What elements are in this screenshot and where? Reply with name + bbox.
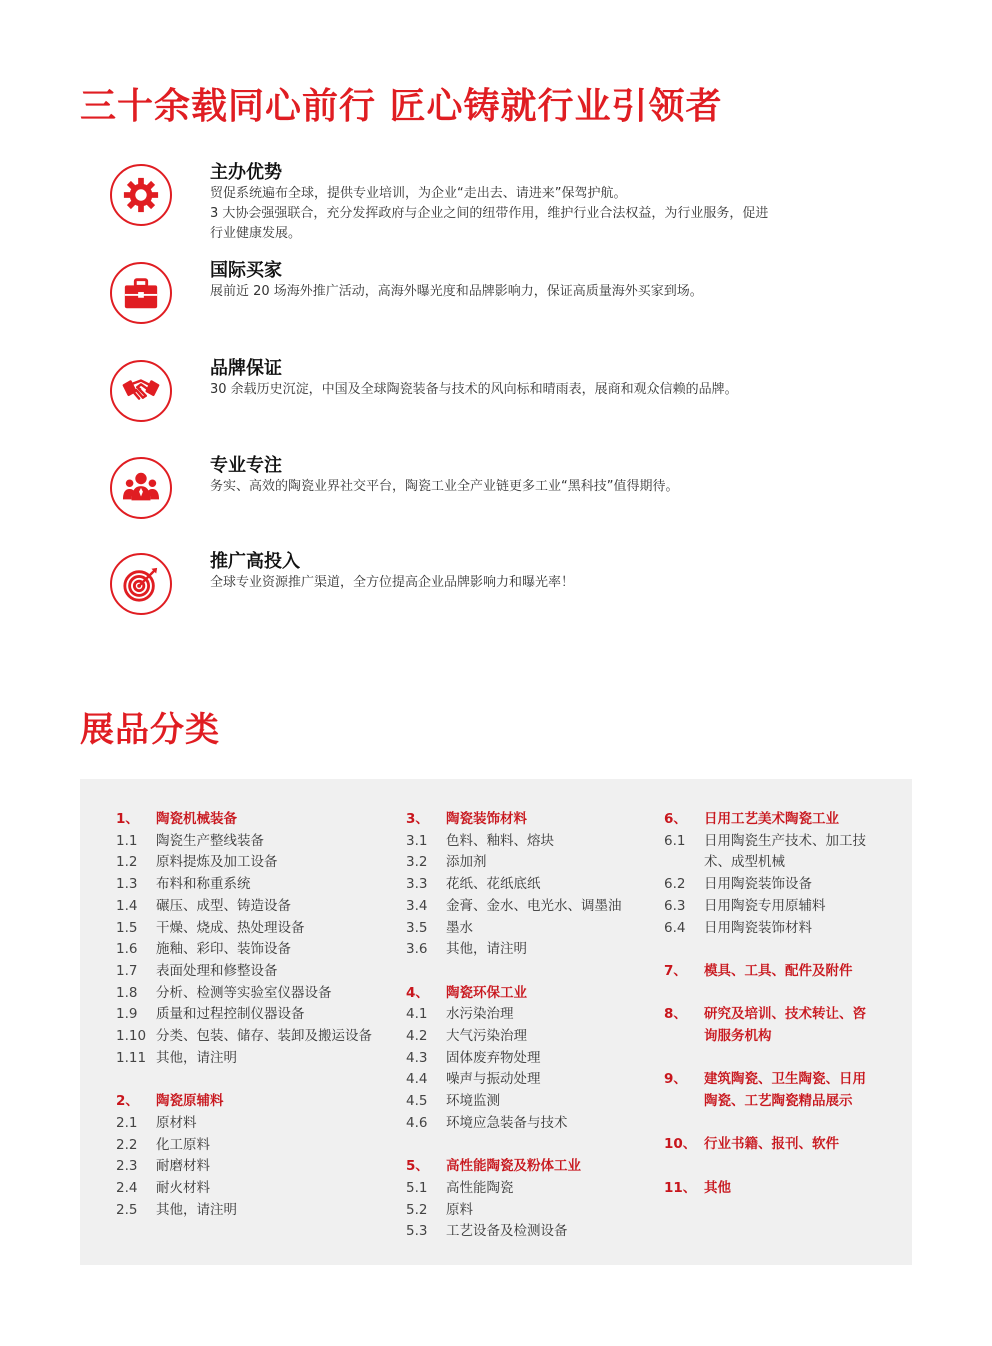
category-item bbox=[664, 852, 894, 874]
category-panel bbox=[80, 779, 912, 1265]
item-label: 色料、釉料、熔块 bbox=[446, 832, 554, 849]
category-item bbox=[406, 1200, 646, 1222]
item-label: 环境应急装备与技术 bbox=[446, 1114, 568, 1131]
item-label: 其他，请注明 bbox=[446, 941, 527, 958]
item-label: 分析、检测等实验室仪器设备 bbox=[156, 984, 332, 1001]
advantage-desc: 贸促系统遍布全球，提供专业培训，为企业“走出去、请进来”保驾护航。 bbox=[210, 186, 627, 201]
item-number: 1.10 bbox=[116, 1028, 147, 1045]
category-heading bbox=[406, 983, 646, 1005]
item-label: 询服务机构 bbox=[704, 1028, 772, 1044]
item-number: 1.8 bbox=[116, 984, 138, 1001]
item-number: 1.3 bbox=[116, 876, 138, 893]
category-item bbox=[116, 918, 396, 940]
page-title: 三十余载同心前行 匠心铸就行业引领者 bbox=[80, 86, 723, 127]
category-item bbox=[116, 1156, 396, 1178]
item-label: 高性能陶瓷及粉体工业 bbox=[446, 1158, 581, 1175]
category-item bbox=[406, 831, 646, 853]
item-label: 日用陶瓷装饰材料 bbox=[704, 919, 812, 936]
advantage-desc: 行业健康发展。 bbox=[210, 226, 302, 241]
category-item bbox=[116, 1135, 396, 1157]
category-heading bbox=[664, 1004, 894, 1026]
item-number: 4.2 bbox=[406, 1028, 428, 1045]
item-number: 1.4 bbox=[116, 897, 138, 914]
handshake-icon bbox=[110, 360, 172, 422]
category-column-2 bbox=[406, 809, 646, 1243]
item-number: 3.1 bbox=[406, 832, 428, 849]
item-number: 5.3 bbox=[406, 1223, 428, 1240]
category-item bbox=[116, 1026, 396, 1048]
people-icon bbox=[110, 457, 172, 519]
category-item bbox=[406, 852, 646, 874]
category-item bbox=[406, 1048, 646, 1070]
item-number: 2.1 bbox=[116, 1114, 138, 1131]
category-item bbox=[406, 1091, 646, 1113]
advantage-desc: 全球专业资源推广渠道，全方位提高企业品牌影响力和曝光率！ bbox=[210, 575, 575, 590]
category-item bbox=[664, 831, 894, 853]
category-item bbox=[116, 1004, 396, 1026]
item-number: 1.9 bbox=[116, 1006, 138, 1023]
item-number: 3、 bbox=[406, 811, 429, 827]
category-item bbox=[664, 874, 894, 896]
item-label: 花纸、花纸底纸 bbox=[446, 876, 541, 893]
item-number: 1.5 bbox=[116, 919, 138, 936]
category-item bbox=[116, 1200, 396, 1222]
item-number: 4.1 bbox=[406, 1006, 428, 1023]
category-item bbox=[116, 961, 396, 983]
item-number: 1.11 bbox=[116, 1049, 147, 1066]
category-item bbox=[116, 1113, 396, 1135]
item-label: 大气污染治理 bbox=[446, 1028, 527, 1045]
category-heading bbox=[116, 809, 396, 831]
category-item bbox=[116, 896, 396, 918]
item-number bbox=[664, 1026, 704, 1048]
item-label: 其他，请注明 bbox=[156, 1049, 237, 1066]
item-number: 7、 bbox=[664, 962, 687, 979]
item-label: 行业书籍、报刊、软件 bbox=[704, 1136, 839, 1153]
item-label: 原材料 bbox=[156, 1114, 197, 1131]
item-label: 术、成型机械 bbox=[704, 854, 785, 871]
item-label: 布料和称重系统 bbox=[156, 876, 251, 893]
item-number: 5.2 bbox=[406, 1201, 428, 1218]
category-item bbox=[406, 1026, 646, 1048]
advantage-title: 推广高投入 bbox=[210, 551, 300, 572]
category-item bbox=[116, 852, 396, 874]
item-label: 陶瓷装饰材料 bbox=[446, 811, 527, 827]
advantage-title: 国际买家 bbox=[210, 260, 282, 281]
category-column-1 bbox=[116, 809, 396, 1221]
item-label: 水污染治理 bbox=[446, 1006, 514, 1023]
item-label: 添加剂 bbox=[446, 854, 487, 871]
item-label: 其他 bbox=[704, 1179, 731, 1196]
item-label: 耐磨材料 bbox=[156, 1158, 210, 1175]
spacer bbox=[664, 1048, 894, 1070]
item-label: 陶瓷环保工业 bbox=[446, 984, 527, 1001]
advantage-desc: 3 大协会强强联合，充分发挥政府与企业之间的纽带作用，维护行业合法权益，为行业服务，促进 bbox=[210, 206, 769, 221]
item-label: 质量和过程控制仪器设备 bbox=[156, 1006, 305, 1023]
item-label: 化工原料 bbox=[156, 1136, 210, 1153]
item-number: 4.4 bbox=[406, 1071, 428, 1088]
item-label: 原料 bbox=[446, 1201, 473, 1218]
advantage-title: 主办优势 bbox=[210, 162, 282, 183]
category-item bbox=[406, 1069, 646, 1091]
category-heading bbox=[116, 1091, 396, 1113]
item-number bbox=[664, 1091, 704, 1113]
item-number bbox=[664, 852, 704, 874]
item-number: 1.1 bbox=[116, 832, 138, 849]
gear-icon bbox=[110, 164, 172, 226]
item-label: 干燥、烧成、热处理设备 bbox=[156, 919, 305, 936]
item-number: 6.4 bbox=[664, 919, 686, 936]
item-number: 3.2 bbox=[406, 854, 428, 871]
category-item bbox=[406, 1004, 646, 1026]
category-heading bbox=[406, 809, 646, 831]
item-number: 4.5 bbox=[406, 1093, 428, 1110]
category-item bbox=[406, 896, 646, 918]
category-heading bbox=[664, 1134, 894, 1156]
category-heading bbox=[406, 1156, 646, 1178]
item-label: 日用陶瓷生产技术、加工技 bbox=[704, 832, 866, 849]
item-label: 高性能陶瓷 bbox=[446, 1179, 514, 1196]
item-label: 陶瓷原辅料 bbox=[156, 1093, 224, 1110]
item-number: 1、 bbox=[116, 811, 139, 827]
item-number: 2.3 bbox=[116, 1158, 138, 1175]
category-item bbox=[116, 983, 396, 1005]
item-number: 2、 bbox=[116, 1093, 139, 1110]
item-number: 10、 bbox=[664, 1136, 697, 1153]
item-number: 4.3 bbox=[406, 1049, 428, 1066]
category-item bbox=[406, 1221, 646, 1243]
spacer bbox=[664, 1113, 894, 1135]
item-label: 耐火材料 bbox=[156, 1179, 210, 1196]
spacer bbox=[406, 1135, 646, 1157]
advantage-desc: 展前近 20 场海外推广活动，高海外曝光度和品牌影响力，保证高质量海外买家到场。 bbox=[210, 284, 703, 299]
item-label: 陶瓷生产整线装备 bbox=[156, 832, 264, 849]
category-item bbox=[664, 896, 894, 918]
category-heading bbox=[664, 809, 894, 831]
item-number: 6.1 bbox=[664, 832, 686, 849]
category-item bbox=[406, 918, 646, 940]
advantage-title: 专业专注 bbox=[210, 455, 282, 476]
category-item bbox=[116, 874, 396, 896]
item-label: 表面处理和修整设备 bbox=[156, 962, 278, 979]
category-column-3 bbox=[664, 809, 894, 1200]
item-number: 9、 bbox=[664, 1071, 687, 1088]
category-item bbox=[406, 1113, 646, 1135]
category-heading bbox=[664, 1069, 894, 1091]
briefcase-icon bbox=[110, 262, 172, 324]
item-label: 原料提炼及加工设备 bbox=[156, 854, 278, 871]
item-number: 6、 bbox=[664, 811, 687, 827]
category-heading bbox=[664, 1178, 894, 1200]
item-number: 11、 bbox=[664, 1179, 697, 1196]
item-number: 5.1 bbox=[406, 1179, 428, 1196]
item-label: 环境监测 bbox=[446, 1093, 500, 1110]
item-label: 噪声与振动处理 bbox=[446, 1071, 541, 1088]
item-label: 日用工艺美术陶瓷工业 bbox=[704, 811, 839, 827]
item-number: 5、 bbox=[406, 1158, 429, 1175]
spacer bbox=[664, 983, 894, 1005]
item-label: 施釉、彩印、装饰设备 bbox=[156, 941, 291, 958]
category-item bbox=[116, 1048, 396, 1070]
category-item bbox=[116, 831, 396, 853]
item-label: 日用陶瓷装饰设备 bbox=[704, 876, 812, 893]
item-label: 墨水 bbox=[446, 919, 473, 936]
item-number: 1.6 bbox=[116, 941, 138, 958]
target-icon bbox=[110, 553, 172, 615]
item-number: 4、 bbox=[406, 984, 429, 1001]
category-item bbox=[406, 874, 646, 896]
item-number: 2.4 bbox=[116, 1179, 138, 1196]
spacer bbox=[116, 1069, 396, 1091]
item-number: 3.4 bbox=[406, 897, 428, 914]
item-label: 研究及培训、技术转让、咨 bbox=[704, 1006, 866, 1023]
spacer bbox=[664, 1156, 894, 1178]
item-label: 模具、工具、配件及附件 bbox=[704, 962, 853, 979]
item-label: 分类、包装、储存、装卸及搬运设备 bbox=[156, 1028, 372, 1045]
advantage-desc: 务实、高效的陶瓷业界社交平台，陶瓷工业全产业链更多工业“黑科技”值得期待。 bbox=[210, 479, 679, 494]
advantage-desc: 30 余载历史沉淀，中国及全球陶瓷装备与技术的风向标和晴雨表，展商和观众信赖的品牌。 bbox=[210, 382, 738, 397]
category-heading bbox=[664, 1091, 894, 1113]
item-label: 工艺设备及检测设备 bbox=[446, 1223, 568, 1240]
category-heading bbox=[664, 1026, 894, 1048]
category-item bbox=[406, 939, 646, 961]
category-item bbox=[116, 1178, 396, 1200]
item-label: 金膏、金水、电光水、调墨油 bbox=[446, 897, 622, 914]
item-label: 建筑陶瓷、卫生陶瓷、日用 bbox=[704, 1071, 866, 1088]
item-label: 碾压、成型、铸造设备 bbox=[156, 897, 291, 914]
item-number: 6.2 bbox=[664, 876, 686, 893]
spacer bbox=[664, 939, 894, 961]
item-number: 1.2 bbox=[116, 854, 138, 871]
category-item bbox=[664, 918, 894, 940]
item-label: 陶瓷、工艺陶瓷精品展示 bbox=[704, 1093, 853, 1110]
item-number: 8、 bbox=[664, 1006, 687, 1023]
item-number: 2.2 bbox=[116, 1136, 138, 1153]
item-label: 固体废弃物处理 bbox=[446, 1049, 541, 1066]
item-number: 3.6 bbox=[406, 941, 428, 958]
item-number: 3.3 bbox=[406, 876, 428, 893]
item-number: 1.7 bbox=[116, 962, 138, 979]
spacer bbox=[406, 961, 646, 983]
item-label: 其他，请注明 bbox=[156, 1201, 237, 1218]
item-label: 陶瓷机械装备 bbox=[156, 811, 237, 827]
category-item bbox=[116, 939, 396, 961]
item-label: 日用陶瓷专用原辅料 bbox=[704, 897, 826, 914]
item-number: 2.5 bbox=[116, 1201, 138, 1218]
category-heading bbox=[664, 961, 894, 983]
advantage-title: 品牌保证 bbox=[210, 358, 282, 379]
category-item bbox=[406, 1178, 646, 1200]
item-number: 4.6 bbox=[406, 1114, 428, 1131]
category-title: 展品分类 bbox=[80, 710, 220, 750]
item-number: 3.5 bbox=[406, 919, 428, 936]
item-number: 6.3 bbox=[664, 897, 686, 914]
